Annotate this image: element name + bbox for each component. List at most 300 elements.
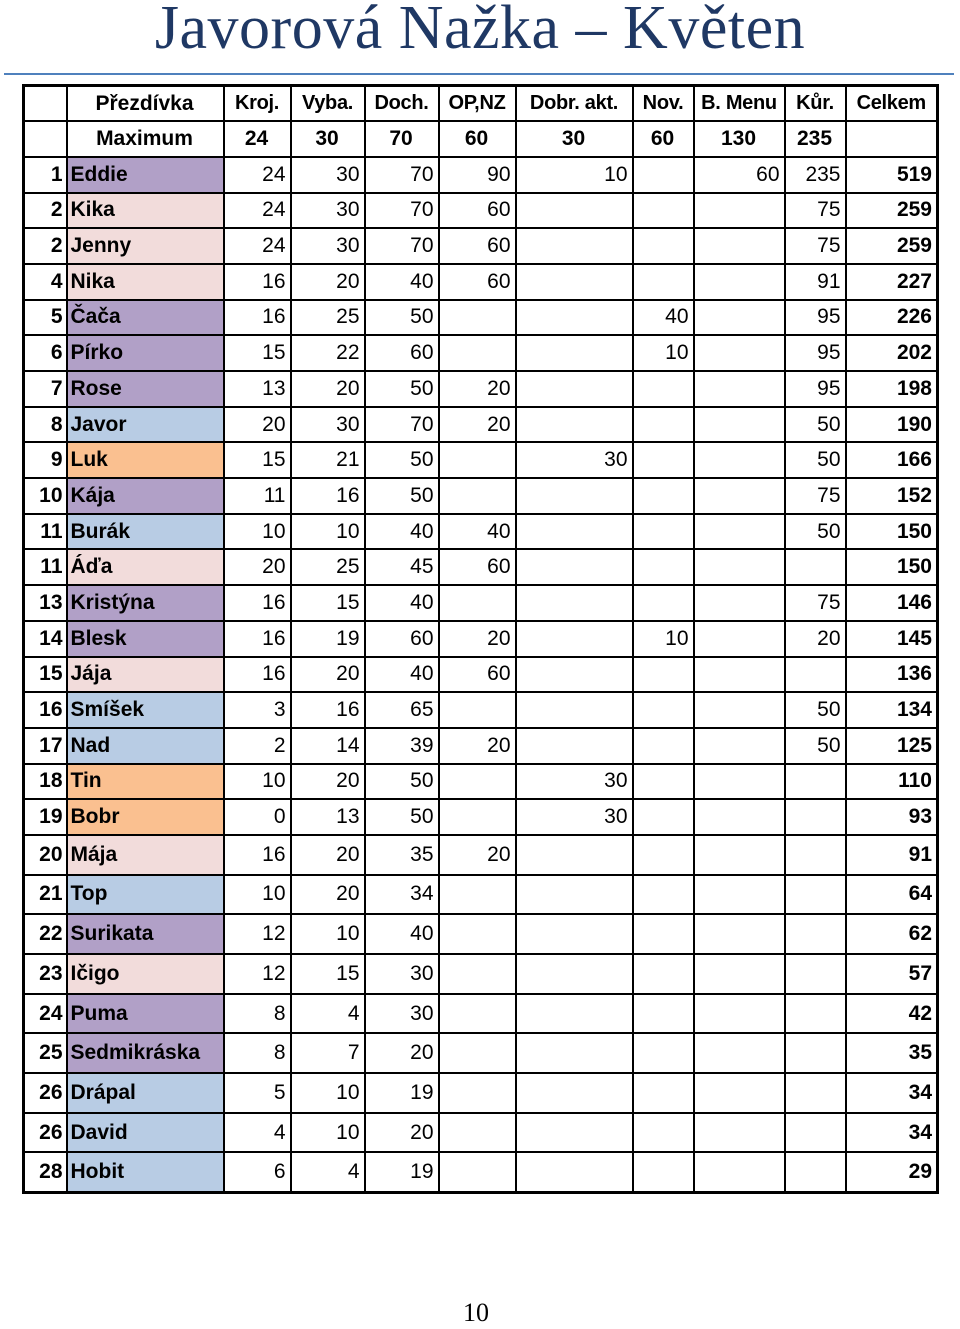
maximum-value: 30 — [291, 121, 365, 157]
table-row — [24, 264, 938, 300]
score-cell: 20 — [291, 371, 365, 407]
score-cell: 91 — [785, 264, 846, 300]
maximum-value — [846, 121, 938, 157]
score-cell — [516, 549, 633, 585]
score-cell: 50 — [365, 764, 439, 800]
nickname-cell: Jája — [67, 657, 224, 693]
score-cell: 40 — [365, 514, 439, 550]
maximum-value: 30 — [516, 121, 633, 157]
score-cell: 20 — [439, 621, 516, 657]
rank-cell: 2 — [24, 193, 67, 229]
score-cell: 2 — [224, 728, 291, 764]
nickname-cell: Tin — [67, 764, 224, 800]
score-cell: 95 — [785, 371, 846, 407]
score-cell: 16 — [291, 692, 365, 728]
total-cell: 42 — [846, 994, 938, 1034]
table-row — [24, 228, 938, 264]
score-cell — [694, 692, 785, 728]
total-cell: 190 — [846, 407, 938, 443]
score-cell: 12 — [224, 954, 291, 994]
score-cell: 70 — [365, 228, 439, 264]
rank-cell: 14 — [24, 621, 67, 657]
total-cell: 226 — [846, 300, 938, 336]
header-row — [24, 86, 938, 122]
score-cell — [694, 1073, 785, 1113]
score-cell: 7 — [291, 1033, 365, 1073]
score-cell: 30 — [365, 954, 439, 994]
table-row — [24, 300, 938, 336]
score-cell — [694, 657, 785, 693]
score-cell — [785, 549, 846, 585]
total-cell: 62 — [846, 914, 938, 954]
score-cell — [694, 954, 785, 994]
score-cell: 70 — [365, 193, 439, 229]
score-cell — [785, 764, 846, 800]
total-cell: 57 — [846, 954, 938, 994]
score-cell: 19 — [365, 1073, 439, 1113]
table-row — [24, 728, 938, 764]
score-cell: 60 — [365, 335, 439, 371]
score-cell: 4 — [224, 1113, 291, 1153]
nickname-cell: Blesk — [67, 621, 224, 657]
score-cell — [694, 1152, 785, 1192]
score-cell: 24 — [224, 228, 291, 264]
score-cell — [516, 875, 633, 915]
rank-cell: 17 — [24, 728, 67, 764]
total-cell: 166 — [846, 442, 938, 478]
score-cell: 10 — [516, 157, 633, 193]
maximum-value: 24 — [224, 121, 291, 157]
score-cell — [439, 692, 516, 728]
score-cell: 10 — [291, 914, 365, 954]
score-cell: 75 — [785, 478, 846, 514]
score-cell: 20 — [291, 264, 365, 300]
table-row — [24, 193, 938, 229]
score-cell — [694, 335, 785, 371]
table-row — [24, 585, 938, 621]
score-cell — [785, 657, 846, 693]
score-cell — [785, 875, 846, 915]
score-cell — [516, 407, 633, 443]
score-cell: 30 — [291, 193, 365, 229]
score-cell — [516, 300, 633, 336]
score-cell: 10 — [291, 1113, 365, 1153]
nickname-cell: Pírko — [67, 335, 224, 371]
score-cell: 5 — [224, 1073, 291, 1113]
score-cell: 4 — [291, 1152, 365, 1192]
score-cell: 20 — [291, 764, 365, 800]
rank-cell: 11 — [24, 549, 67, 585]
nickname-cell: Ičigo — [67, 954, 224, 994]
score-cell — [633, 442, 694, 478]
score-cell — [633, 264, 694, 300]
score-cell — [439, 764, 516, 800]
total-cell: 93 — [846, 799, 938, 835]
score-cell: 10 — [224, 764, 291, 800]
score-cell — [439, 335, 516, 371]
score-cell: 50 — [785, 692, 846, 728]
header-vyba: Vyba. — [291, 86, 365, 122]
score-cell: 50 — [785, 442, 846, 478]
total-cell: 152 — [846, 478, 938, 514]
score-cell: 60 — [365, 621, 439, 657]
score-cell — [694, 799, 785, 835]
score-cell — [439, 799, 516, 835]
total-cell: 519 — [846, 157, 938, 193]
score-cell: 20 — [365, 1113, 439, 1153]
rank-cell: 26 — [24, 1073, 67, 1113]
total-cell: 146 — [846, 585, 938, 621]
table-row — [24, 1113, 938, 1153]
total-cell: 259 — [846, 228, 938, 264]
page-title: Javorová Nažka – Květen — [154, 0, 806, 62]
rank-cell — [24, 121, 67, 157]
header-b-menu: B. Menu — [694, 86, 785, 122]
table-row — [24, 994, 938, 1034]
score-cell — [633, 954, 694, 994]
score-cell — [633, 228, 694, 264]
score-cell: 8 — [224, 1033, 291, 1073]
score-cell — [633, 193, 694, 229]
score-cell: 3 — [224, 692, 291, 728]
score-cell: 25 — [291, 549, 365, 585]
score-table — [22, 84, 939, 1194]
table-row — [24, 799, 938, 835]
nickname-cell: Čača — [67, 300, 224, 336]
table-row — [24, 692, 938, 728]
rank-cell: 2 — [24, 228, 67, 264]
score-cell — [516, 994, 633, 1034]
score-cell: 30 — [516, 799, 633, 835]
page-number: 10 — [463, 1298, 489, 1327]
score-cell — [633, 585, 694, 621]
score-cell — [516, 478, 633, 514]
header-doch: Doch. — [365, 86, 439, 122]
nickname-cell: Kika — [67, 193, 224, 229]
score-cell: 10 — [224, 875, 291, 915]
nickname-cell: Áďa — [67, 549, 224, 585]
score-cell — [785, 1033, 846, 1073]
nickname-cell: Luk — [67, 442, 224, 478]
table-row — [24, 157, 938, 193]
score-cell — [694, 514, 785, 550]
nickname-cell: Bobr — [67, 799, 224, 835]
nickname-cell: Kristýna — [67, 585, 224, 621]
score-cell — [694, 835, 785, 875]
rank-header-cell — [24, 86, 67, 122]
score-cell: 20 — [291, 657, 365, 693]
rank-cell: 22 — [24, 914, 67, 954]
score-cell — [694, 994, 785, 1034]
nickname-cell: Surikata — [67, 914, 224, 954]
score-cell: 20 — [291, 835, 365, 875]
score-cell — [439, 585, 516, 621]
score-cell: 95 — [785, 300, 846, 336]
nickname-cell: Eddie — [67, 157, 224, 193]
score-cell: 10 — [633, 621, 694, 657]
score-cell — [694, 300, 785, 336]
score-cell — [516, 585, 633, 621]
score-cell: 6 — [224, 1152, 291, 1192]
score-cell — [694, 407, 785, 443]
table-row — [24, 335, 938, 371]
table-row — [24, 478, 938, 514]
score-cell: 20 — [224, 549, 291, 585]
score-cell — [516, 1033, 633, 1073]
score-cell — [516, 371, 633, 407]
total-cell: 64 — [846, 875, 938, 915]
total-cell: 110 — [846, 764, 938, 800]
score-cell: 16 — [224, 585, 291, 621]
score-cell: 20 — [439, 371, 516, 407]
total-cell: 227 — [846, 264, 938, 300]
score-cell: 75 — [785, 228, 846, 264]
table-row — [24, 764, 938, 800]
score-cell — [633, 994, 694, 1034]
total-cell: 150 — [846, 514, 938, 550]
rank-cell: 8 — [24, 407, 67, 443]
table-row — [24, 1033, 938, 1073]
score-cell — [516, 1073, 633, 1113]
score-cell: 8 — [224, 994, 291, 1034]
score-cell: 35 — [365, 835, 439, 875]
rank-cell: 28 — [24, 1152, 67, 1192]
total-cell: 29 — [846, 1152, 938, 1192]
score-cell: 30 — [516, 764, 633, 800]
score-cell: 50 — [785, 728, 846, 764]
rank-cell: 19 — [24, 799, 67, 835]
rank-cell: 13 — [24, 585, 67, 621]
table-row — [24, 442, 938, 478]
score-cell: 20 — [439, 728, 516, 764]
rank-cell: 9 — [24, 442, 67, 478]
rank-cell: 26 — [24, 1113, 67, 1153]
score-cell — [516, 914, 633, 954]
rank-cell: 25 — [24, 1033, 67, 1073]
score-cell — [633, 1152, 694, 1192]
score-cell: 15 — [291, 585, 365, 621]
score-cell: 95 — [785, 335, 846, 371]
score-cell — [516, 228, 633, 264]
score-cell: 12 — [224, 914, 291, 954]
score-cell: 60 — [439, 193, 516, 229]
score-cell: 0 — [224, 799, 291, 835]
total-cell: 91 — [846, 835, 938, 875]
score-cell — [633, 1033, 694, 1073]
nickname-cell: David — [67, 1113, 224, 1153]
maximum-value: 60 — [439, 121, 516, 157]
total-cell: 202 — [846, 335, 938, 371]
score-cell — [785, 1113, 846, 1153]
score-cell: 20 — [291, 875, 365, 915]
score-cell — [439, 442, 516, 478]
header-celkem: Celkem — [846, 86, 938, 122]
nickname-cell: Jenny — [67, 228, 224, 264]
score-cell: 30 — [291, 407, 365, 443]
score-cell: 60 — [439, 657, 516, 693]
rank-cell: 23 — [24, 954, 67, 994]
score-cell: 34 — [365, 875, 439, 915]
score-cell — [516, 193, 633, 229]
score-cell: 22 — [291, 335, 365, 371]
score-cell — [516, 728, 633, 764]
score-cell: 30 — [365, 994, 439, 1034]
score-cell: 60 — [439, 264, 516, 300]
score-cell: 19 — [291, 621, 365, 657]
score-cell: 13 — [224, 371, 291, 407]
score-cell: 50 — [785, 514, 846, 550]
maximum-value: 70 — [365, 121, 439, 157]
score-cell: 50 — [365, 300, 439, 336]
rank-cell: 10 — [24, 478, 67, 514]
nickname-cell: Sedmikráska — [67, 1033, 224, 1073]
score-cell — [516, 657, 633, 693]
table-row — [24, 875, 938, 915]
score-cell: 40 — [439, 514, 516, 550]
score-cell — [785, 1152, 846, 1192]
score-cell — [439, 478, 516, 514]
score-cell: 50 — [365, 371, 439, 407]
nickname-cell: Nad — [67, 728, 224, 764]
score-cell: 30 — [516, 442, 633, 478]
score-cell: 16 — [224, 264, 291, 300]
rank-cell: 21 — [24, 875, 67, 915]
header-opnz: OP,NZ — [439, 86, 516, 122]
score-cell: 15 — [224, 335, 291, 371]
rank-cell: 18 — [24, 764, 67, 800]
score-cell: 10 — [633, 335, 694, 371]
score-cell — [694, 585, 785, 621]
score-cell — [633, 835, 694, 875]
score-cell — [694, 549, 785, 585]
score-cell: 235 — [785, 157, 846, 193]
score-cell: 4 — [291, 994, 365, 1034]
score-cell — [694, 228, 785, 264]
nickname-cell: Javor — [67, 407, 224, 443]
score-cell — [633, 728, 694, 764]
table-row — [24, 1152, 938, 1192]
rank-cell: 11 — [24, 514, 67, 550]
nickname-cell: Mája — [67, 835, 224, 875]
nickname-cell: Kája — [67, 478, 224, 514]
maximum-value: 235 — [785, 121, 846, 157]
maximum-row — [24, 121, 938, 157]
score-cell: 60 — [439, 228, 516, 264]
table-row — [24, 835, 938, 875]
score-cell: 40 — [633, 300, 694, 336]
score-cell: 10 — [291, 1073, 365, 1113]
score-cell — [439, 954, 516, 994]
score-cell: 10 — [291, 514, 365, 550]
score-cell: 40 — [365, 914, 439, 954]
score-cell — [516, 1152, 633, 1192]
score-cell: 40 — [365, 264, 439, 300]
header-dobr-akt: Dobr. akt. — [516, 86, 633, 122]
score-cell — [516, 692, 633, 728]
table-row — [24, 371, 938, 407]
score-cell: 20 — [785, 621, 846, 657]
maximum-value: 130 — [694, 121, 785, 157]
nickname-cell: Rose — [67, 371, 224, 407]
rank-cell: 4 — [24, 264, 67, 300]
score-cell — [516, 264, 633, 300]
score-cell — [439, 1113, 516, 1153]
score-cell: 20 — [439, 835, 516, 875]
score-cell: 10 — [224, 514, 291, 550]
score-cell — [785, 835, 846, 875]
nickname-cell: Smíšek — [67, 692, 224, 728]
table-row — [24, 954, 938, 994]
table-row — [24, 549, 938, 585]
score-cell — [694, 442, 785, 478]
score-cell: 65 — [365, 692, 439, 728]
score-cell — [516, 1113, 633, 1153]
score-cell: 25 — [291, 300, 365, 336]
score-cell: 70 — [365, 407, 439, 443]
score-cell: 15 — [291, 954, 365, 994]
score-cell — [633, 478, 694, 514]
score-cell — [633, 549, 694, 585]
score-cell — [633, 514, 694, 550]
nickname-cell: Top — [67, 875, 224, 915]
nickname-cell: Drápal — [67, 1073, 224, 1113]
table-row — [24, 914, 938, 954]
score-cell: 16 — [224, 657, 291, 693]
score-cell — [694, 875, 785, 915]
score-cell: 16 — [224, 621, 291, 657]
header-kroj: Kroj. — [224, 86, 291, 122]
score-cell: 24 — [224, 157, 291, 193]
total-cell: 150 — [846, 549, 938, 585]
score-cell — [694, 478, 785, 514]
score-cell — [439, 1073, 516, 1113]
total-cell: 145 — [846, 621, 938, 657]
nickname-cell: Nika — [67, 264, 224, 300]
nickname-cell: Hobit — [67, 1152, 224, 1192]
score-cell — [633, 657, 694, 693]
score-cell — [785, 1073, 846, 1113]
score-cell: 24 — [224, 193, 291, 229]
score-cell: 45 — [365, 549, 439, 585]
score-cell — [633, 692, 694, 728]
score-cell — [516, 514, 633, 550]
score-cell — [785, 799, 846, 835]
score-cell — [439, 994, 516, 1034]
score-cell — [694, 1033, 785, 1073]
header-nickname: Přezdívka — [67, 86, 224, 122]
score-cell: 19 — [365, 1152, 439, 1192]
score-cell — [439, 1033, 516, 1073]
score-cell: 16 — [224, 300, 291, 336]
header-kur: Kůr. — [785, 86, 846, 122]
score-cell: 90 — [439, 157, 516, 193]
score-cell — [633, 157, 694, 193]
score-cell: 20 — [439, 407, 516, 443]
score-cell — [633, 407, 694, 443]
score-cell — [516, 954, 633, 994]
score-cell — [439, 875, 516, 915]
score-cell: 13 — [291, 799, 365, 835]
rank-cell: 5 — [24, 300, 67, 336]
score-cell: 21 — [291, 442, 365, 478]
score-cell — [694, 764, 785, 800]
score-cell — [633, 799, 694, 835]
score-cell — [516, 621, 633, 657]
score-cell: 70 — [365, 157, 439, 193]
header-nov: Nov. — [633, 86, 694, 122]
score-cell: 60 — [439, 549, 516, 585]
score-cell: 20 — [365, 1033, 439, 1073]
